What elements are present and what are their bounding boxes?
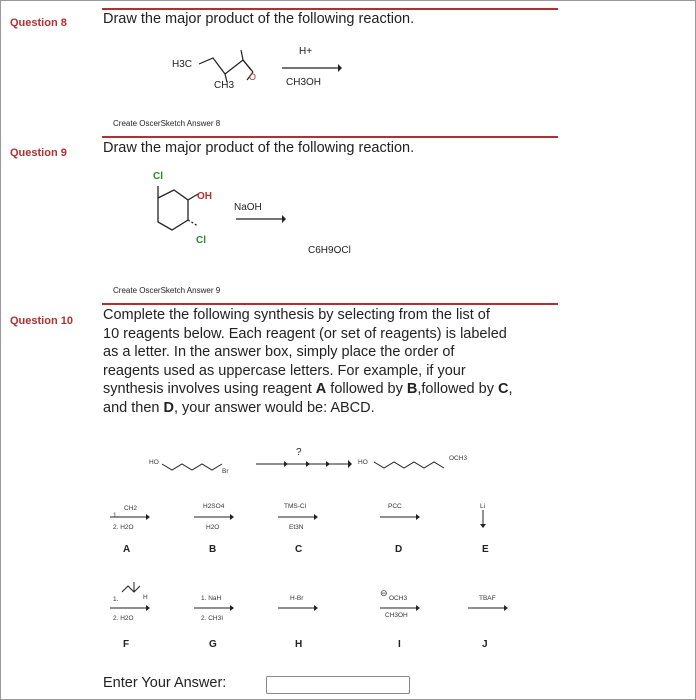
- question-9-prompt: Draw the major product of the following reaction.: [103, 140, 415, 156]
- question-10-rule: [102, 303, 558, 305]
- q9-product-formula: C6H9OCl: [308, 245, 351, 256]
- reagent-f-arrow: [110, 604, 150, 612]
- para-line-5: synthesis involves using reagent A followed by B,followed by C,: [103, 381, 513, 397]
- question-10-label: Question 10: [10, 315, 73, 327]
- reagent-e-arrow: [478, 510, 488, 530]
- q9-cl-bottom-label: Cl: [196, 235, 206, 246]
- para-line-1: Complete the following synthesis by selecting from the list of: [103, 307, 490, 323]
- reagent-a-arrow: [110, 513, 150, 521]
- reagent-g-arrow: [194, 604, 234, 612]
- q8-ch3-label: CH3: [214, 80, 235, 91]
- reagent-i-arrow: [380, 604, 420, 612]
- reagent-d-arrow: [380, 513, 420, 521]
- para-line-3: as a letter. In the answer box, simply place the order of: [103, 344, 455, 360]
- q9-oh-label: OH: [197, 191, 212, 202]
- q8-oxygen-label: O: [249, 72, 257, 82]
- scheme-end-och3: OCH3: [449, 455, 468, 462]
- para-line-6: and then D, your answer would be: ABCD.: [103, 399, 375, 416]
- q9-reaction-arrow: [236, 214, 286, 224]
- q9-sketch-link[interactable]: Create OscerSketch Answer 9: [113, 286, 221, 295]
- question-9-rule: [102, 136, 558, 138]
- scheme-start-ho: HO: [149, 459, 159, 466]
- reagent-a-ch2: CH2: [124, 505, 138, 512]
- q8-epoxide-structure: [195, 48, 275, 98]
- scheme-multistep-arrow: [256, 459, 352, 469]
- para-line-4: reagents used as uppercase letters. For example, if your: [103, 362, 466, 379]
- q8-reaction-arrow: [282, 63, 342, 73]
- scheme-start-br: Br: [222, 468, 229, 475]
- reagent-b-arrow: [194, 513, 234, 521]
- reagent-i-minus-icon: ⊖: [380, 588, 388, 598]
- q9-cl-top-label: Cl: [153, 171, 163, 182]
- reagent-j-arrow: [468, 604, 508, 612]
- question-9-label: Question 9: [10, 147, 67, 159]
- q8-condition-bottom: CH3OH: [286, 77, 322, 88]
- q8-condition-top: H+: [299, 46, 313, 57]
- question-8-rule: [102, 8, 558, 10]
- question-8-prompt: Draw the major product of the following reaction.: [103, 11, 415, 27]
- question-8-label: Question 8: [10, 17, 67, 29]
- answer-input[interactable]: [266, 676, 410, 694]
- q8-h3c-label: H3C: [172, 59, 193, 70]
- answer-label: Enter Your Answer:: [103, 675, 227, 691]
- q9-reagent-label: NaOH: [234, 202, 262, 213]
- question-10-paragraph: [103, 306, 573, 417]
- reagent-h-arrow: [278, 604, 318, 612]
- reagent-c-arrow: [278, 513, 318, 521]
- para-line-2: 10 reagents below. Each reagent (or set of reagents) is labeled: [103, 325, 507, 342]
- scheme-start-structure: [160, 460, 230, 480]
- scheme-end-ho: HO: [358, 459, 368, 466]
- scheme-question-mark: ?: [296, 447, 302, 458]
- q8-sketch-link[interactable]: Create OscerSketch Answer 8: [113, 119, 221, 128]
- scheme-end-structure: [372, 456, 452, 476]
